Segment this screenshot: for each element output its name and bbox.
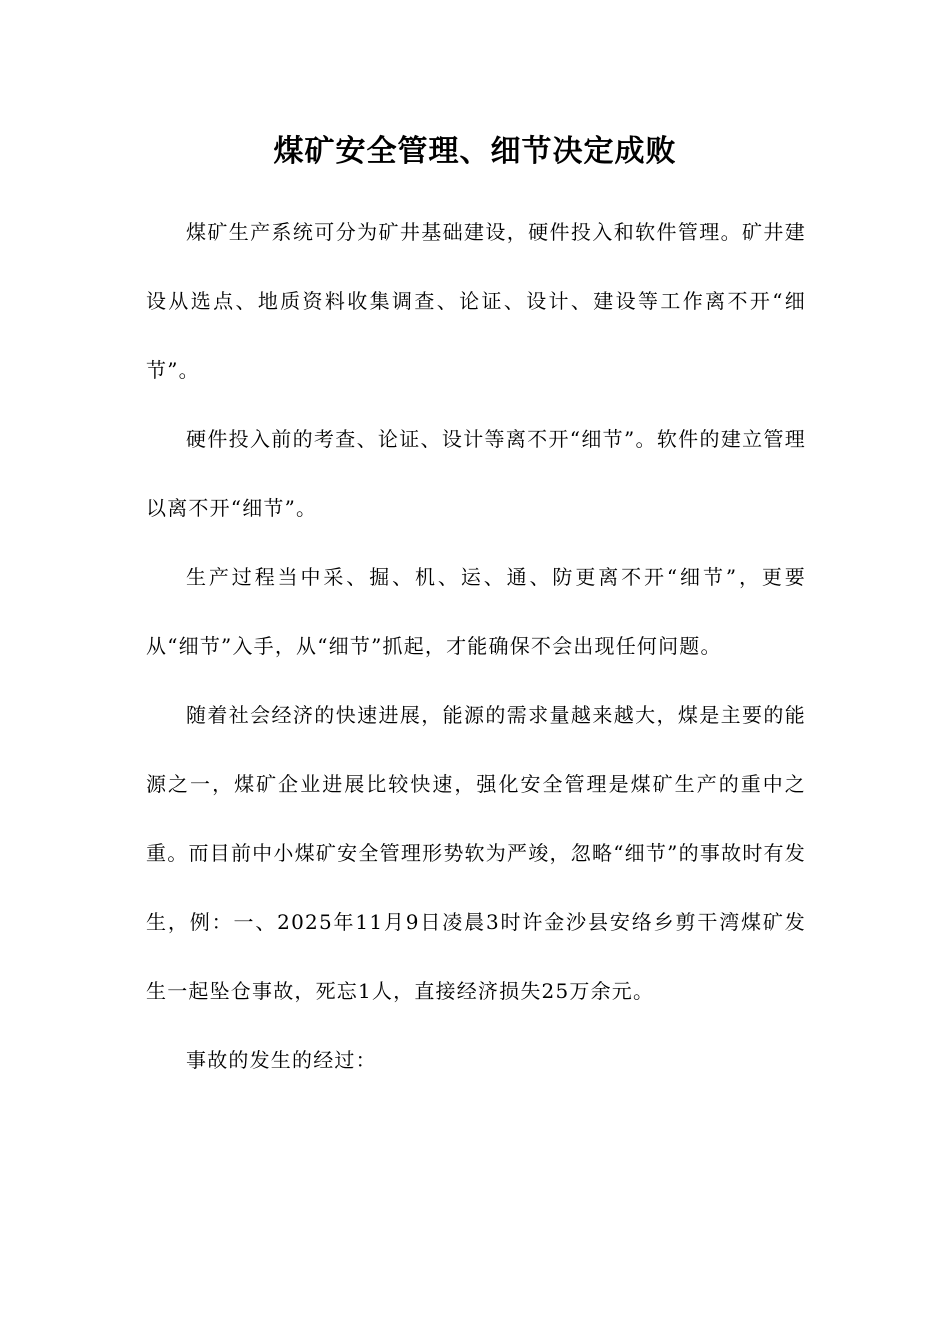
paragraph-1: 煤矿生产系统可分为矿井基础建设，硬件投入和软件管理。矿井建设从选点、地质资料收集调查、论证、设计、建设等工作离不开“细节”。 [146, 220, 806, 382]
document-body [146, 198, 806, 1095]
paragraph-4: 随着社会经济的快速进展，能源的需求量越来越大，煤是主要的能源之一，煤矿企业进展比较快速，强化安全管理是煤矿生产的重中之重。而目前中小煤矿安全管理形势软为严竣，忽略“细节”的事故时有发生，例：一、2025年11月9日凌晨3时许金沙县安络乡剪干湾煤矿发生一起坠仓事故，死忘1人，直接经济损失25万余元。 [146, 703, 806, 1003]
paragraph-3: 生产过程当中采、掘、机、运、通、防更离不开“细节”，更要从“细节”入手，从“细节”抓起，才能确保不会出现任何问题。 [146, 565, 806, 658]
paragraph-5: 事故的发生的经过： [186, 1048, 377, 1072]
document-title: 煤矿安全管理、细节决定成败 [273, 134, 677, 169]
paragraph-2: 硬件投入前的考查、论证、设计等离不开“细节”。软件的建立管理以离不开“细节”。 [146, 427, 806, 520]
